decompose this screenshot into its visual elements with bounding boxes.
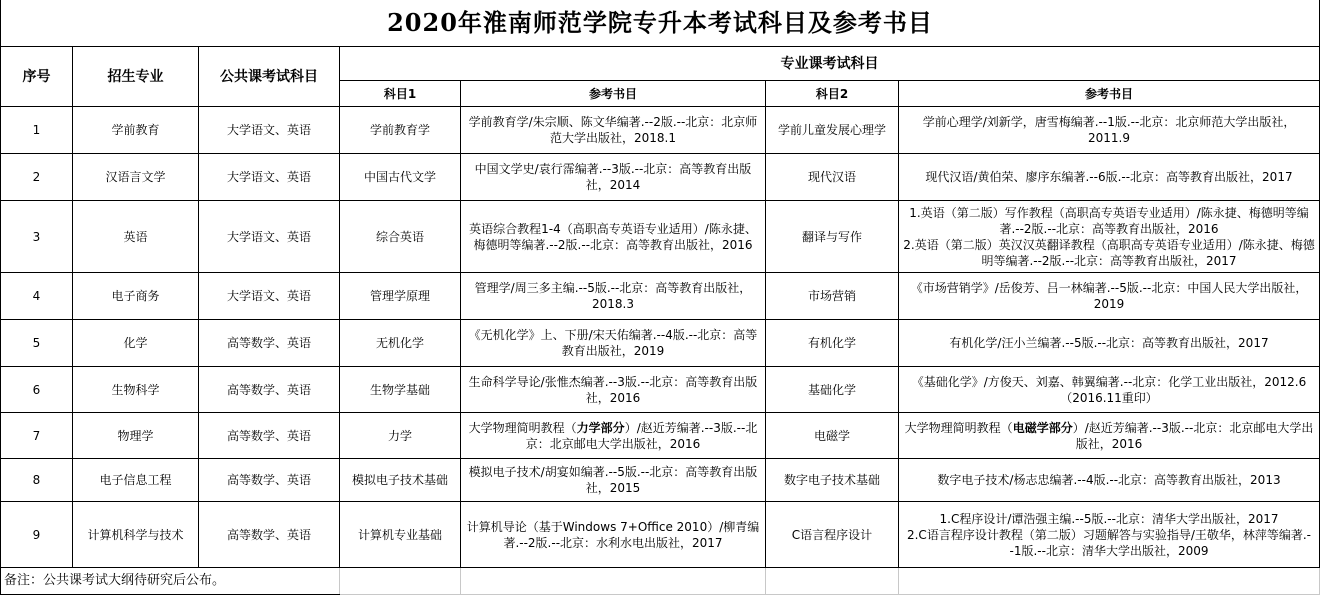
books2-text-pre: 大学物理简明教程（ [904, 420, 1013, 435]
table-row [1, 413, 1320, 459]
cell-books2: 有机化学/汪小兰编著.--5版.--北京：高等教育出版社，2017 [899, 320, 1320, 367]
cell-subject2: 学前儿童发展心理学 [766, 107, 899, 154]
cell-subject1: 中国古代文学 [340, 154, 461, 201]
table-row [1, 459, 1320, 502]
empty-cell [461, 568, 766, 595]
cell-major: 汉语言文学 [73, 154, 199, 201]
cell-books2: 《基础化学》/方俊天、刘嘉、韩翼编著.--北京：化学工业出版社，2012.6（2016.11重印） [899, 367, 1320, 413]
table-row [1, 201, 1320, 273]
books2-line1: 1.C程序设计/谭浩强主编.--5版.--北京：清华大学出版社，2017 [939, 511, 1279, 526]
cell-index: 2 [1, 154, 73, 201]
cell-books1: 英语综合教程1-4（高职高专英语专业适用）/陈永捷、梅德明等编著.--2版.--北京：高等教育出版社，2016 [461, 201, 766, 273]
cell-books2 [899, 201, 1320, 273]
cell-public-exam: 高等数学、英语 [199, 413, 340, 459]
cell-major: 学前教育 [73, 107, 199, 154]
header-books2: 参考书目 [899, 81, 1320, 107]
cell-books1: 中国文学史/袁行霈编著.--3版.--北京：高等教育出版社，2014 [461, 154, 766, 201]
header-professional-exam: 专业课考试科目 [340, 47, 1320, 81]
cell-major: 电子商务 [73, 273, 199, 320]
cell-index: 4 [1, 273, 73, 320]
books2-line2: 2.英语（第二版）英汉汉英翻译教程（高职高专英语专业适用）/陈永捷、梅德明等编著.--2版.--北京：高等教育出版社，2017 [903, 237, 1315, 268]
cell-public-exam: 大学语文、英语 [199, 201, 340, 273]
table-row [1, 502, 1320, 568]
cell-public-exam: 大学语文、英语 [199, 273, 340, 320]
empty-cell [899, 568, 1320, 595]
cell-subject2: 翻译与写作 [766, 201, 899, 273]
cell-public-exam: 高等数学、英语 [199, 459, 340, 502]
table-row [1, 154, 1320, 201]
header-public-exam: 公共课考试科目 [199, 47, 340, 107]
cell-books1: 《无机化学》上、下册/宋天佑编著.--4版.--北京：高等教育出版社，2019 [461, 320, 766, 367]
table-row [1, 367, 1320, 413]
cell-books1: 模拟电子技术/胡宴如编著.--5版.--北京：高等教育出版社，2015 [461, 459, 766, 502]
cell-major: 生物科学 [73, 367, 199, 413]
cell-subject1: 生物学基础 [340, 367, 461, 413]
cell-subject2: 有机化学 [766, 320, 899, 367]
books2-line1: 1.英语（第二版）写作教程（高职高专英语专业适用）/陈永捷、梅德明等编著.--2版.--北京：高等教育出版社，2016 [909, 205, 1309, 236]
cell-subject1: 无机化学 [340, 320, 461, 367]
table-row [1, 107, 1320, 154]
footnote: 备注：公共课考试大纲待研究后公布。 [1, 568, 340, 595]
cell-subject1: 计算机专业基础 [340, 502, 461, 568]
cell-books1: 学前教育学/朱宗顺、陈文华编著.--2版.--北京：北京师范大学出版社，2018.1 [461, 107, 766, 154]
cell-major: 英语 [73, 201, 199, 273]
cell-books1: 生命科学导论/张惟杰编著.--3版.--北京：高等教育出版社，2016 [461, 367, 766, 413]
cell-public-exam: 高等数学、英语 [199, 320, 340, 367]
cell-index: 3 [1, 201, 73, 273]
cell-books2: 数字电子技术/杨志忠编著.--4版.--北京：高等教育出版社，2013 [899, 459, 1320, 502]
cell-public-exam: 高等数学、英语 [199, 367, 340, 413]
books2-text-post: ）/赵近芳编著.--3版.--北京：北京邮电大学出版社，2016 [1072, 420, 1314, 451]
cell-major: 化学 [73, 320, 199, 367]
cell-books2: 《市场营销学》/岳俊芳、吕一林编著.--5版.--北京：中国人民大学出版社，2019 [899, 273, 1320, 320]
cell-major: 计算机科学与技术 [73, 502, 199, 568]
page-title: 2020年淮南师范学院专升本考试科目及参考书目 [1, 0, 1320, 47]
cell-index: 8 [1, 459, 73, 502]
cell-subject1: 学前教育学 [340, 107, 461, 154]
header-subject2: 科目2 [766, 81, 899, 107]
cell-subject1: 综合英语 [340, 201, 461, 273]
cell-major: 电子信息工程 [73, 459, 199, 502]
cell-index: 6 [1, 367, 73, 413]
cell-books1: 计算机导论（基于Windows 7+Office 2010）/柳青编著.--2版.--北京：水利水电出版社，2017 [461, 502, 766, 568]
cell-major: 物理学 [73, 413, 199, 459]
cell-books1: 管理学/周三多主编.--5版.--北京：高等教育出版社，2018.3 [461, 273, 766, 320]
cell-subject2: 现代汉语 [766, 154, 899, 201]
cell-public-exam: 大学语文、英语 [199, 107, 340, 154]
cell-books2: 学前心理学/刘新学，唐雪梅编著.--1版.--北京：北京师范大学出版社，2011.9 [899, 107, 1320, 154]
cell-subject2: C语言程序设计 [766, 502, 899, 568]
cell-subject2: 市场营销 [766, 273, 899, 320]
cell-index: 5 [1, 320, 73, 367]
cell-subject1: 力学 [340, 413, 461, 459]
header-books1: 参考书目 [461, 81, 766, 107]
cell-public-exam: 大学语文、英语 [199, 154, 340, 201]
cell-index: 9 [1, 502, 73, 568]
cell-books2: 现代汉语/黄伯荣、廖序东编著.--6版.--北京：高等教育出版社，2017 [899, 154, 1320, 201]
cell-books2 [899, 413, 1320, 459]
cell-public-exam: 高等数学、英语 [199, 502, 340, 568]
books1-text-post: ）/赵近芳编著.--3版.--北京：北京邮电大学出版社，2016 [525, 420, 758, 451]
cell-index: 1 [1, 107, 73, 154]
cell-books1 [461, 413, 766, 459]
cell-subject1: 管理学原理 [340, 273, 461, 320]
books2-text-bold: 电磁学部分 [1012, 420, 1073, 435]
header-subject1: 科目1 [340, 81, 461, 107]
empty-cell [766, 568, 899, 595]
cell-subject2: 数字电子技术基础 [766, 459, 899, 502]
books1-text-bold: 力学部分 [576, 420, 625, 435]
header-major: 招生专业 [73, 47, 199, 107]
table-row [1, 320, 1320, 367]
empty-cell [340, 568, 461, 595]
cell-subject1: 模拟电子技术基础 [340, 459, 461, 502]
books1-text-pre: 大学物理简明教程（ [468, 420, 577, 435]
cell-subject2: 电磁学 [766, 413, 899, 459]
books2-line2: 2.C语言程序设计教程（第二版）习题解答与实验指导/王敬华，林萍等编著.--1版.--北京：清华大学出版社，2009 [906, 527, 1312, 558]
header-index: 序号 [1, 47, 73, 107]
cell-books2 [899, 502, 1320, 568]
table-row [1, 273, 1320, 320]
cell-subject2: 基础化学 [766, 367, 899, 413]
cell-index: 7 [1, 413, 73, 459]
